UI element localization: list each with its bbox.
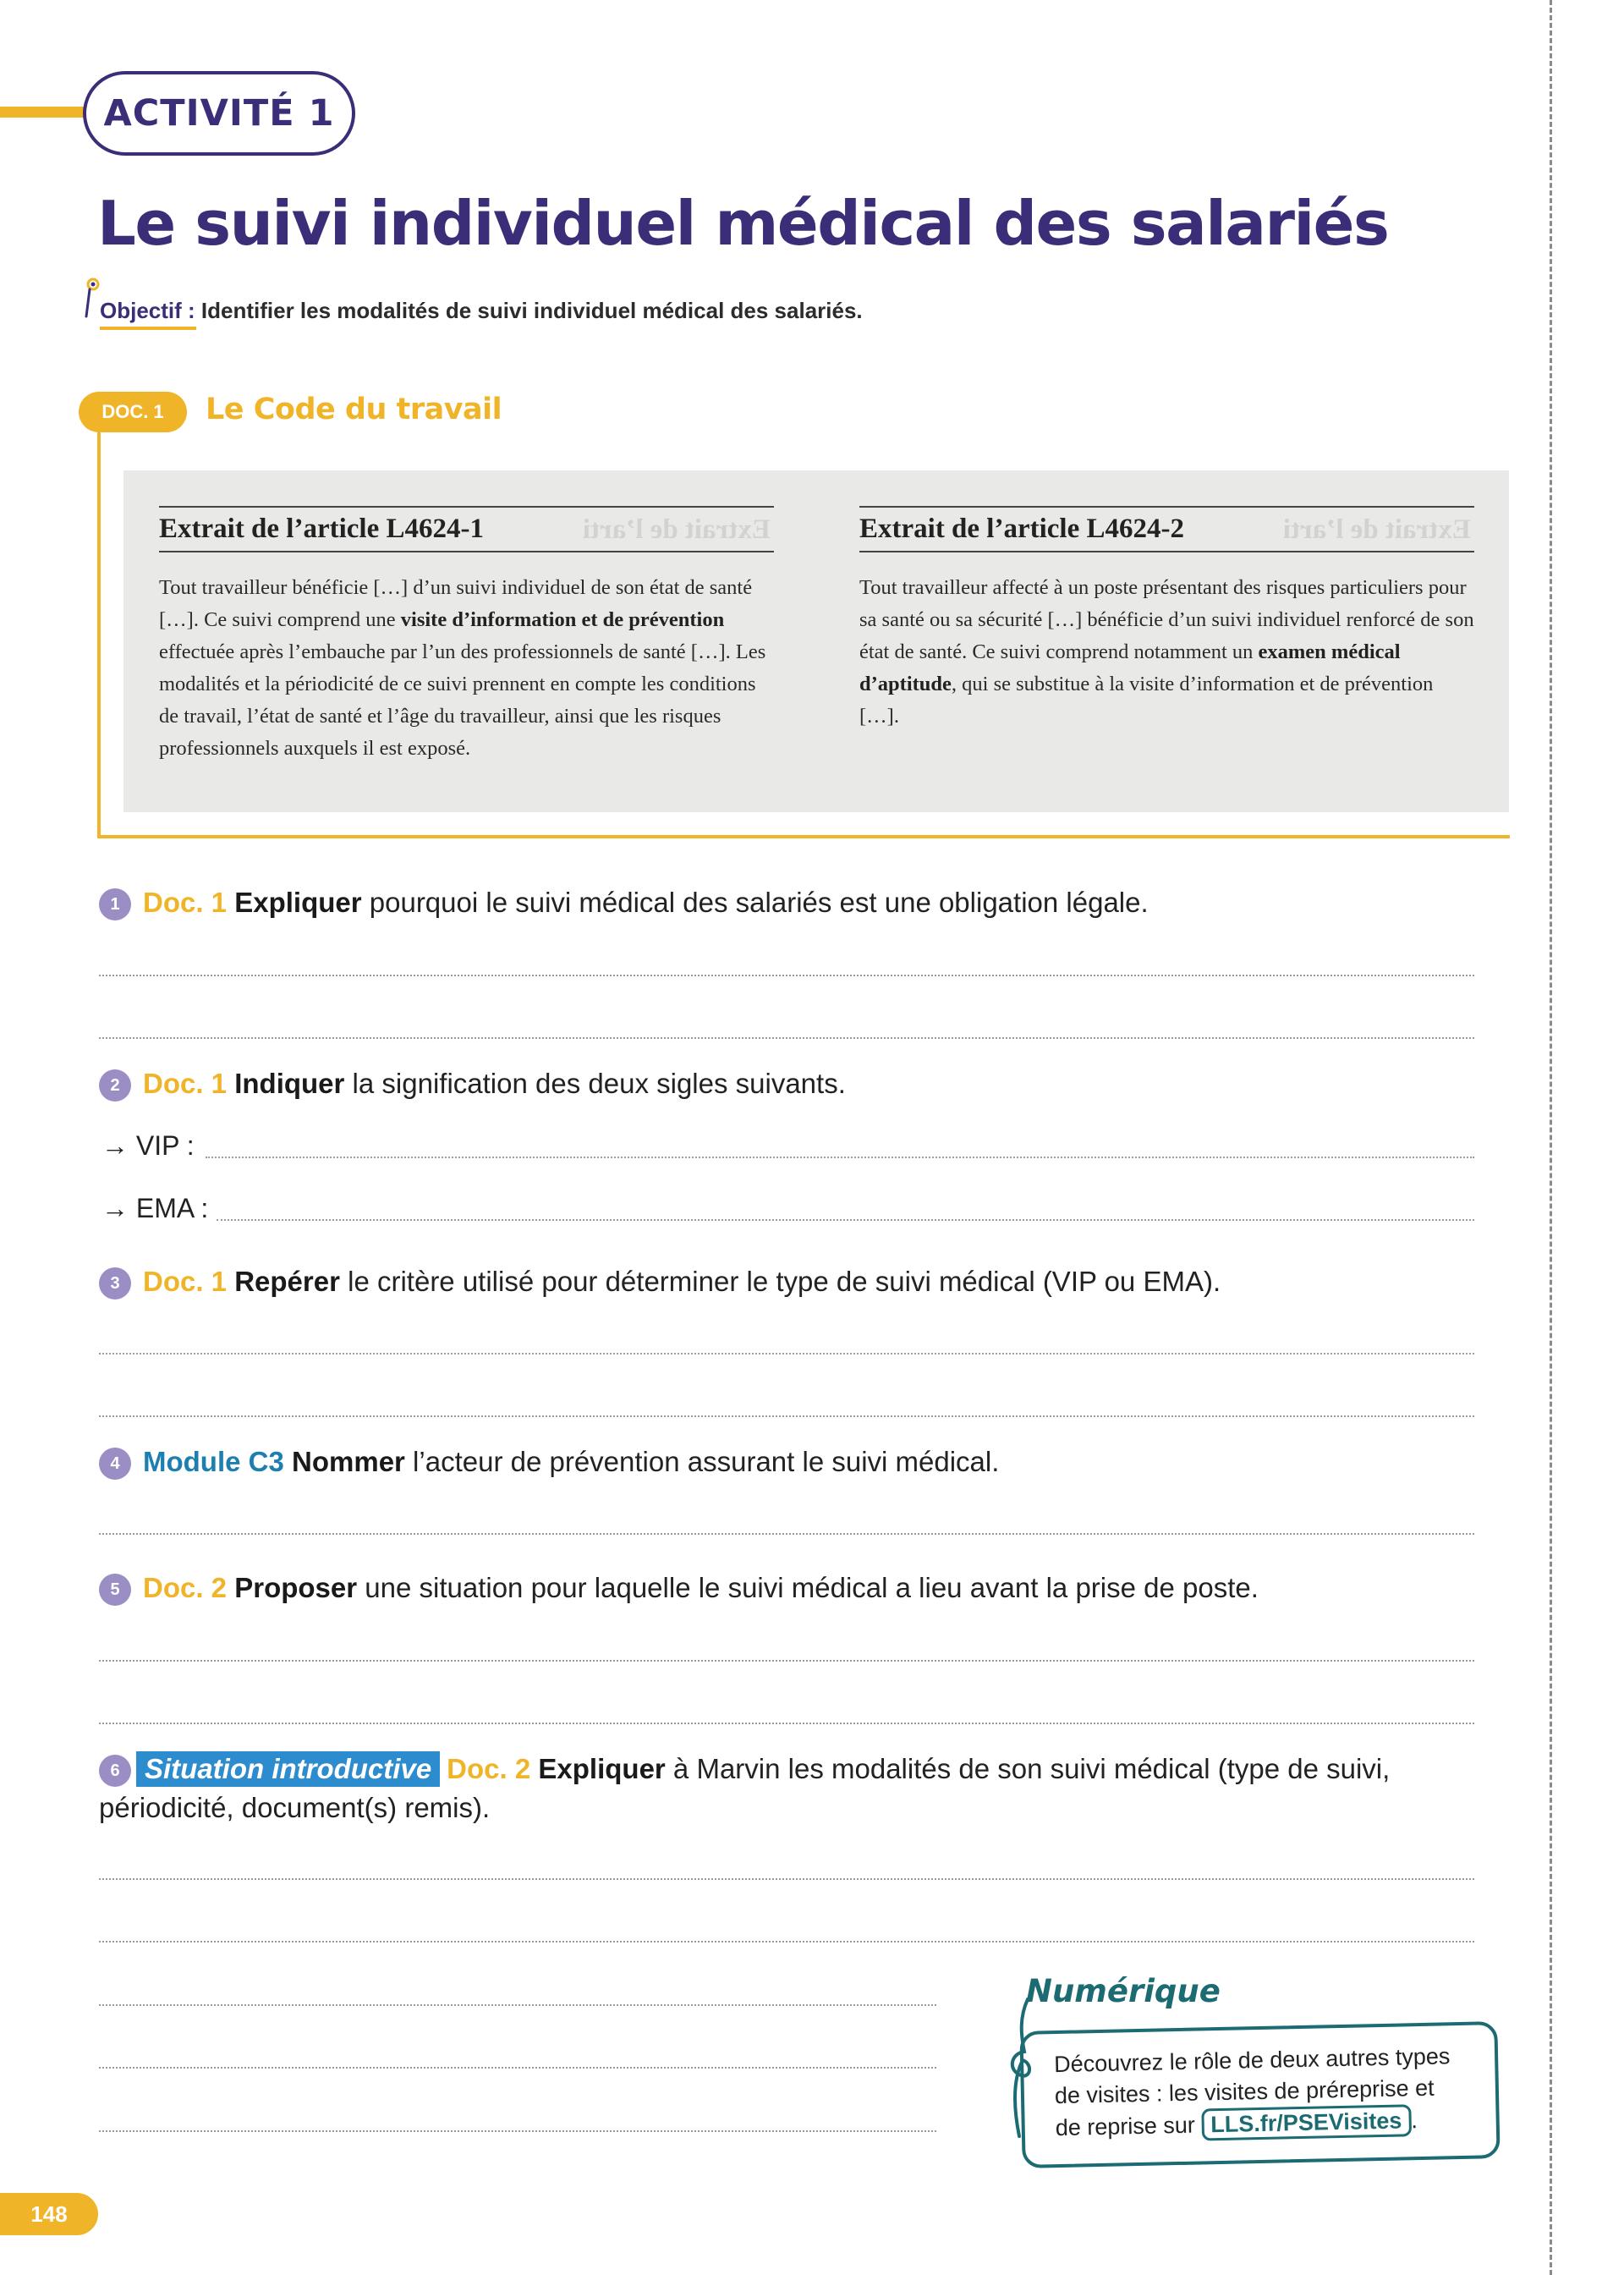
article-emphasis: visite d’information et de prévention xyxy=(400,608,725,631)
question-text: à Marvin les modalités de son suivi médical (type de suivi, xyxy=(665,1753,1391,1784)
article-ghost-title: Extrait de l’arti xyxy=(1283,514,1471,545)
acronym-label: VIP : xyxy=(135,1130,195,1161)
numerique-line-text: de reprise sur xyxy=(1055,2112,1202,2141)
question-ref: Doc. 1 xyxy=(143,887,228,918)
answer-line[interactable] xyxy=(99,1941,1474,1943)
answer-line-vip[interactable] xyxy=(206,1157,1474,1158)
question-5 xyxy=(99,1568,1259,1607)
article-title: Extrait de l’article L4624-2 xyxy=(859,514,1184,544)
article-text: , qui se substitue à la visite d’information et de prévention […]. xyxy=(859,673,1434,728)
question-text: pourquoi le suivi médical des salariés est une obligation légale. xyxy=(361,887,1149,918)
answer-line[interactable] xyxy=(99,1660,1474,1662)
question-verb: Repérer xyxy=(234,1266,340,1297)
objective-underline xyxy=(100,327,196,330)
answer-line[interactable] xyxy=(99,975,1474,976)
answer-line[interactable] xyxy=(99,1415,1474,1417)
question-text: une situation pour laquelle le suivi médical a lieu avant la prise de poste. xyxy=(357,1572,1259,1603)
acronym-ema xyxy=(102,1193,208,1224)
question-text: le critère utilisé pour déterminer le type de suivi médical (VIP ou EMA). xyxy=(339,1266,1221,1297)
article-title: Extrait de l’article L4624-1 xyxy=(159,514,484,544)
question-verb: Nommer xyxy=(292,1446,405,1477)
question-ref: Doc. 1 xyxy=(143,1266,228,1297)
arrow-icon: → xyxy=(102,1130,129,1161)
article-text: Tout travailleur affecté à un poste présentant des risques particuliers pour sa santé ou sa sécurité […] bénéficie d’un suivi individuel renforcé de son état de santé. Ce suivi comprend notamment un xyxy=(859,576,1474,663)
article-l4624-1 xyxy=(159,506,774,765)
article-l4624-2 xyxy=(859,506,1474,733)
acronym-vip xyxy=(102,1130,195,1162)
question-number: 1 xyxy=(99,888,131,920)
objective-text xyxy=(100,298,863,324)
answer-line-ema[interactable] xyxy=(217,1219,1474,1221)
activity-label: ACTIVITÉ 1 xyxy=(83,71,355,156)
article-body xyxy=(859,572,1474,733)
answer-line[interactable] xyxy=(99,1723,1474,1724)
cut-guide-line xyxy=(1550,0,1552,2275)
article-text: Tout travailleur bénéficie […] d’un suivi individuel de son état de santé […]. Ce suivi comprend une xyxy=(159,576,753,631)
objective-description: Identifier les modalités de suivi individuel médical des salariés. xyxy=(195,298,863,323)
question-1 xyxy=(99,882,1149,922)
question-ref: Doc. 2 xyxy=(447,1753,531,1784)
question-verb: Expliquer xyxy=(234,887,362,918)
question-4 xyxy=(99,1442,999,1481)
objective-label: Objectif : xyxy=(100,298,195,323)
situation-badge: Situation introductive xyxy=(136,1751,440,1787)
numerique-text xyxy=(1054,2041,1478,2144)
article-ghost-title: Extrait de l’arti xyxy=(583,514,771,545)
numerique-box xyxy=(1019,2021,1500,2168)
numerique-link[interactable]: LLS.fr/PSEVisites xyxy=(1201,2104,1412,2140)
page-title: Le suivi individuel médical des salariés xyxy=(97,188,1389,259)
answer-line[interactable] xyxy=(99,2004,936,2006)
question-number: 3 xyxy=(99,1267,131,1300)
question-ref: Doc. 1 xyxy=(143,1068,228,1099)
article-header xyxy=(859,506,1474,552)
page-number: 148 xyxy=(0,2193,98,2235)
question-3 xyxy=(99,1261,1221,1301)
article-header xyxy=(159,506,774,552)
header-accent-bar xyxy=(0,107,93,118)
doc-badge: DOC. 1 xyxy=(79,392,187,432)
question-6-continued: périodicité, document(s) remis). xyxy=(99,1792,491,1823)
question-number: 6 xyxy=(99,1755,131,1787)
numerique-title: Numérique xyxy=(1026,1973,1221,2009)
article-body xyxy=(159,572,774,765)
numerique-line: Découvrez le rôle de deux autres types xyxy=(1053,2043,1451,2078)
question-ref: Doc. 2 xyxy=(143,1572,228,1603)
answer-line[interactable] xyxy=(99,1353,1474,1355)
answer-line[interactable] xyxy=(99,1037,1474,1039)
question-6 xyxy=(99,1749,1390,1789)
question-number: 2 xyxy=(99,1069,131,1102)
numerique-line-end: . xyxy=(1411,2107,1418,2134)
question-number: 4 xyxy=(99,1448,131,1480)
article-emphasis: examen médical d’aptitude xyxy=(859,640,1401,695)
question-number: 5 xyxy=(99,1574,131,1606)
question-2 xyxy=(99,1063,846,1103)
answer-line[interactable] xyxy=(99,1533,1474,1535)
arrow-icon: → xyxy=(102,1193,129,1223)
question-text: l’acteur de prévention assurant le suivi médical. xyxy=(404,1446,1000,1477)
article-text: effectuée après l’embauche par l’un des professionnels de santé […]. Les modalités et la périodicité de ce suivi prennent en compte les conditions de travail, l’état de santé et l’âge du travailleur, ainsi que les risques professionnels auxquels il est exposé. xyxy=(159,640,766,760)
answer-line[interactable] xyxy=(99,1878,1474,1880)
doc-title: Le Code du travail xyxy=(206,393,502,426)
acronym-label: EMA : xyxy=(135,1193,209,1223)
numerique-line: de visites : les visites de préreprise et xyxy=(1054,2074,1435,2109)
answer-line[interactable] xyxy=(99,2130,936,2132)
answer-line[interactable] xyxy=(99,2067,936,2069)
question-verb: Expliquer xyxy=(538,1753,666,1784)
question-verb: Proposer xyxy=(234,1572,358,1603)
question-ref: Module C3 xyxy=(143,1446,284,1477)
question-verb: Indiquer xyxy=(234,1068,345,1099)
question-text: la signification des deux sigles suivants. xyxy=(344,1068,846,1099)
